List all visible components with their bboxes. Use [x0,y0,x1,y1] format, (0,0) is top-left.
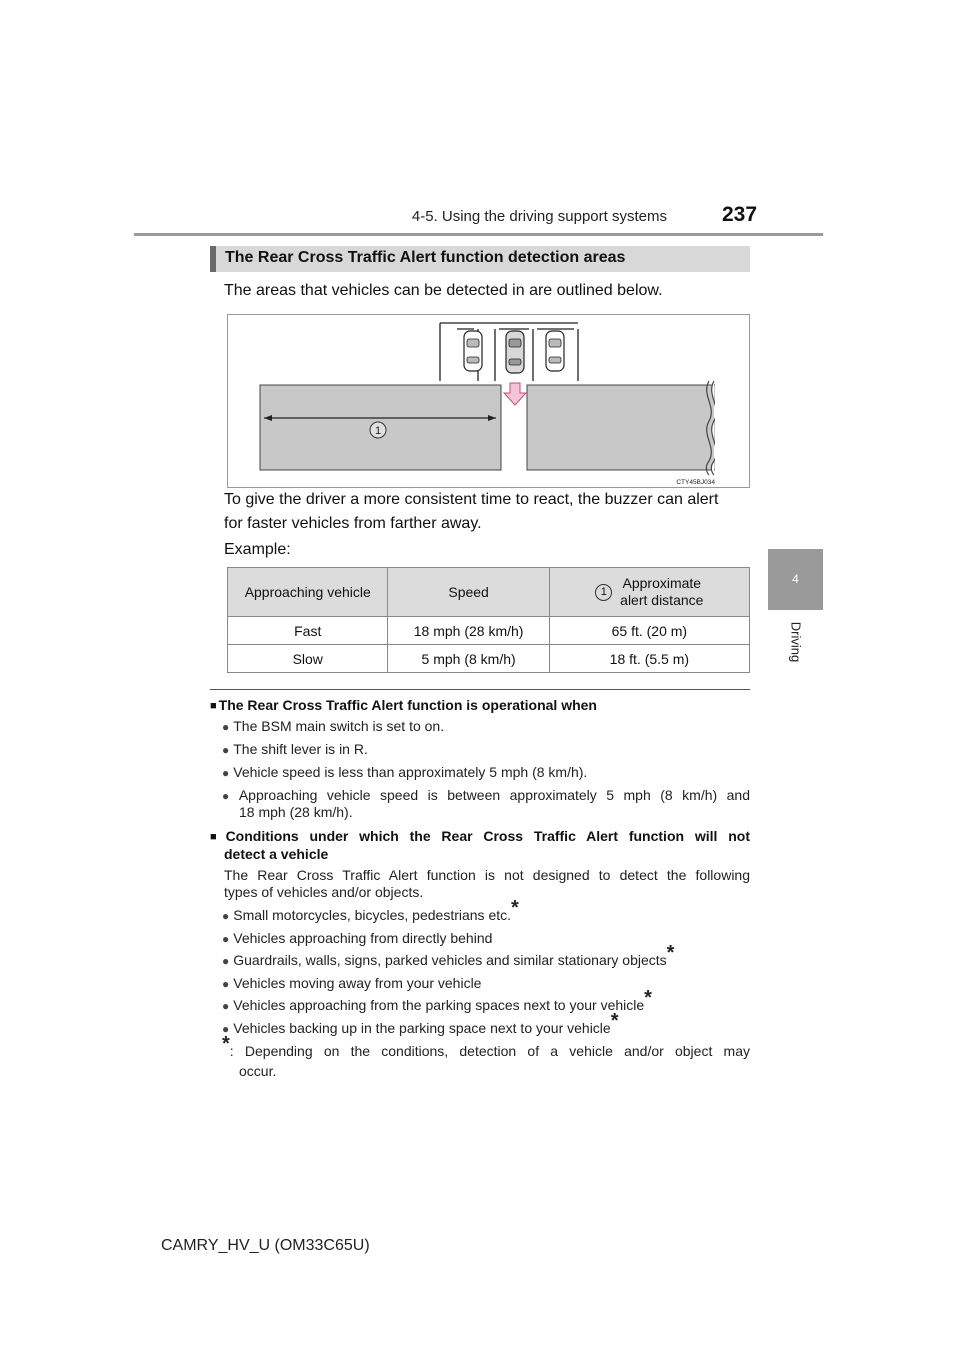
asterisk-mark: * [610,1010,619,1032]
chapter-label: Driving [788,621,803,663]
paragraph-line-2: for faster vehicles from farther away. [224,515,482,532]
detection-area-figure [227,314,750,488]
header-alert-distance-line2: alert distance [620,592,704,608]
table-cell: 65 ft. (20 m) [549,617,749,645]
header-rule [134,233,823,236]
conditions-body-line1: The Rear Cross Traffic Alert function is not designed to detect the following [224,867,750,883]
list-item: ● Approaching vehicle speed is between approximately 5 mph (8 km/h) and [222,787,750,803]
table-header-row [228,568,750,617]
square-bullet-icon: ■ [210,700,217,712]
list-item: ● Vehicles moving away from your vehicle [222,975,482,991]
paragraph-line-1: To give the driver a more consistent time to react, the buzzer can alert [224,491,719,508]
alert-distance-table [227,567,750,673]
bullet-icon: ● [222,743,230,757]
table-cell: 18 ft. (5.5 m) [549,645,749,673]
bullet-icon: ● [222,932,230,946]
asterisk-mark: * [666,942,675,964]
section-separator [210,689,750,690]
chapter-tab: 4 [768,549,823,610]
example-label: Example: [224,541,291,558]
header-alert-distance-line1: Approximate [622,575,702,591]
conditions-heading: ■ Conditions under which the Rear Cross Traffic Alert function will not [210,828,750,844]
footnote-line2: occur. [239,1063,277,1079]
list-item: ● Vehicles approaching from the parking spaces next to your vehicle* [222,987,652,1013]
table-callout-marker: 1 [595,584,612,601]
operational-heading: ■ The Rear Cross Traffic Alert function is operational when [210,697,597,713]
bullet-icon: ● [222,720,230,734]
list-item: ● Vehicles backing up in the parking space next to your vehicle* [222,1010,619,1036]
footnote: *: Depending on the conditions, detection of a vehicle and/or object may [222,1033,750,1059]
bullet-icon: ● [222,1022,230,1036]
footnote-asterisk: * [222,1033,230,1055]
table-cell: 5 mph (8 km/h) [388,645,549,673]
header-alert-distance [549,568,749,617]
list-item: ● The BSM main switch is set to on. [222,718,445,734]
section-title: The Rear Cross Traffic Alert function detection areas [225,249,626,266]
table-cell: 18 mph (28 km/h) [388,617,549,645]
asterisk-mark: * [644,987,652,1009]
figure-code: CTY45BJ034 [676,479,715,486]
reverse-arrow [504,383,526,405]
list-item: ● Small motorcycles, bicycles, pedestrians etc.* [222,897,519,923]
bullet-icon: ● [222,909,230,923]
list-item-continuation: 18 mph (28 km/h). [239,804,353,820]
table-cell: Slow [228,645,388,673]
car-center [506,331,524,373]
asterisk-mark: * [511,897,519,919]
bullet-icon: ● [222,954,230,968]
bullet-icon: ● [222,977,230,991]
right-detection-area [527,385,717,470]
footer-model: CAMRY_HV_U (OM33C65U) [161,1237,370,1254]
section-heading-bar [210,246,750,272]
bullet-icon: ● [222,999,230,1013]
detection-area-illustration [228,315,749,487]
page-number: 237 [722,203,758,226]
square-bullet-icon: ■ [210,831,224,843]
header-approaching-vehicle: Approaching vehicle [228,568,388,617]
section-intro: The areas that vehicles can be detected in are outlined below. [224,282,663,299]
conditions-heading-line2: detect a vehicle [224,846,329,862]
callout-number: 1 [374,425,382,437]
list-item: ● Vehicles approaching from directly behind [222,930,493,946]
bullet-icon: ● [222,766,230,780]
conditions-body-line2: types of vehicles and/or objects. [224,884,424,900]
table-row [228,645,750,673]
list-item: ● The shift lever is in R. [222,741,368,757]
list-item: ● Guardrails, walls, signs, parked vehicles and similar stationary objects* [222,942,675,968]
car-right [546,331,564,371]
header-speed: Speed [388,568,549,617]
chapter-label-container [768,612,823,672]
list-item: ● Vehicle speed is less than approximately 5 mph (8 km/h). [222,764,588,780]
header-section-title: 4-5. Using the driving support systems [411,208,667,225]
table-cell: Fast [228,617,388,645]
car-left [464,331,482,371]
table-row [228,617,750,645]
bullet-icon: ● [222,789,235,803]
